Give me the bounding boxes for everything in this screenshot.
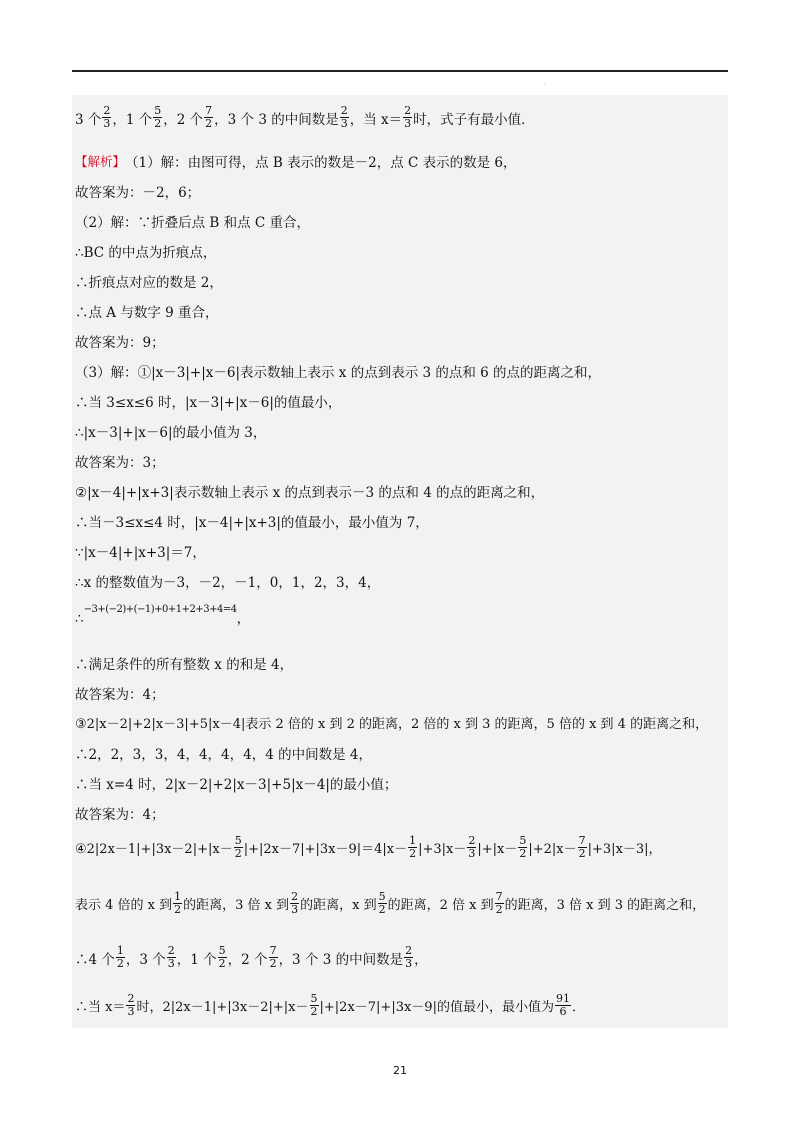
text: 表示 4 倍的 x 到 [75,898,173,913]
part4-median-line [75,945,428,970]
page-number: 21 [393,1064,407,1077]
text-line: （3）解：①|x－3|+|x－6|表示数轴上表示 x 的点到表示 3 的点和 6 的点的距离之和， [75,365,602,381]
analysis-tag: 【解析】 [75,154,126,169]
sum-formula-line [75,601,251,627]
text: |+|x－ [477,842,518,857]
part4-conclusion-line [75,993,585,1018]
fraction: $\frac{2}{3}$ [404,104,412,130]
fraction: $\frac{91}{6}$ [555,992,570,1018]
text: ，3 个 [125,951,166,968]
text: ，2 个 [163,111,204,128]
text: ∴ [75,611,84,627]
text-line: ∴x 的整数值为－3，－2，－1，0，1，2，3，4， [75,575,381,591]
text: ， [414,951,428,968]
fraction: $\frac{1}{2}$ [409,834,417,860]
text: ，2 个 [227,951,268,968]
text: 时，2|2x－1|+|3x－2|+|x－ [136,1000,309,1015]
text: ，3 个 3 的中间数是 [214,111,339,128]
answer-line: 故答案为：－2，6； [75,185,201,201]
text-line: ∴|x－3|+|x－6|的最小值为 3， [75,425,267,441]
text: （1）解：由图可得，点 B 表示的数是－2，点 C 表示的数是 6， [125,155,517,171]
fraction: $\frac{5}{2}$ [218,944,226,970]
part4-meaning-line [75,891,705,916]
fraction: $\frac{1}{2}$ [174,890,182,916]
text: 时，式子有最小值． [413,111,535,128]
answer-line: 故答案为：3； [75,455,165,471]
text-line: ②|x－4|+|x+3|表示数轴上表示 x 的点到表示－3 的点和 4 的点的距离之和， [75,485,545,501]
text: |+|2x－7|+|3x－9|＝4|x－ [243,842,408,857]
header-dot: . [544,79,546,86]
fraction: $\frac{7}{2}$ [495,890,503,916]
fraction: $\frac{7}{2}$ [205,104,213,130]
text-line: ∴当－3≤x≤4 时，|x－4|+|x+3|的值最小，最小值为 7， [75,515,429,531]
fraction: $\frac{2}{3}$ [127,992,135,1018]
answer-line: 故答案为：4； [75,807,165,823]
text: ，1 个 [112,111,153,128]
text: ④2|2x－1|+|3x－2|+|x－ [75,842,233,857]
text-line: ∴满足条件的所有整数 x 的和是 4， [75,657,294,673]
fraction: $\frac{7}{2}$ [578,834,586,860]
intro-line [75,105,535,130]
fraction: $\frac{2}{3}$ [103,104,111,130]
sum-formula: −3+(−2)+(−1)+0+1+2+3+4=4 [83,603,237,615]
text: |+3|x－3|， [587,842,662,857]
text-line: ∴折痕点对应的数是 2， [75,275,223,291]
fraction: $\frac{2}{3}$ [340,104,348,130]
text: ， [236,611,251,627]
text-line: ∴点 A 与数字 9 重合， [75,305,219,321]
text: 的距离，2 倍 x 到 [387,898,494,913]
text: 3 个 [75,111,102,128]
text-line: ∴2，2，3，3，4，4，4，4，4 的中间数是 4， [75,747,372,763]
text: 的距离，x 到 [300,898,377,913]
text: ，当 x＝ [349,111,403,128]
answer-line: 故答案为：4； [75,687,165,703]
text-line: ∴当 3≤x≤6 时，|x－3|+|x－6|的值最小， [75,395,342,411]
fraction: $\frac{7}{2}$ [269,944,277,970]
fraction: $\frac{5}{2}$ [234,834,242,860]
text-line: （2）解：∵折叠后点 B 和点 C 重合， [75,215,311,231]
part1-line [75,151,517,171]
text: |+|2x－7|+|3x－9|的值最小，最小值为 [319,1000,554,1015]
part4-equation-line [75,835,662,860]
fraction: $\frac{5}{2}$ [310,992,318,1018]
fraction: $\frac{2}{3}$ [468,834,476,860]
fraction: $\frac{5}{2}$ [154,104,162,130]
text: ∴当 x＝ [75,1000,126,1015]
text: ． [571,1000,585,1015]
header-rule [72,70,728,72]
text: ，3 个 3 的中间数是 [278,951,404,968]
fraction: $\frac{2}{3}$ [291,890,299,916]
text: |+3|x－ [418,842,467,857]
text-line: ∴当 x=4 时，2|x－2|+2|x－3|+5|x－4|的最小值； [75,777,398,793]
fraction: $\frac{5}{2}$ [378,890,386,916]
text: ∴4 个 [75,951,115,968]
text: 的距离，3 倍 x 到 3 的距离之和， [504,898,706,913]
text-line: ③2|x－2|+2|x－3|+5|x－4|表示 2 倍的 x 到 2 的距离，2 倍的 x 到 3 的距离，5 倍的 x 到 4 的距离之和， [75,717,709,732]
fraction: $\frac{2}{3}$ [405,944,413,970]
answer-line: 故答案为：9； [75,335,165,351]
fraction: $\frac{1}{2}$ [116,944,124,970]
text: 的距离，3 倍 x 到 [183,898,290,913]
fraction: $\frac{5}{2}$ [519,834,527,860]
text-line: ∵|x－4|+|x+3|＝7， [75,545,206,561]
text-line: ∴BC 的中点为折痕点， [75,245,217,261]
text: ，1 个 [176,951,217,968]
solution-block [72,95,728,1028]
text: |+2|x－ [528,842,577,857]
fraction: $\frac{2}{3}$ [167,944,175,970]
